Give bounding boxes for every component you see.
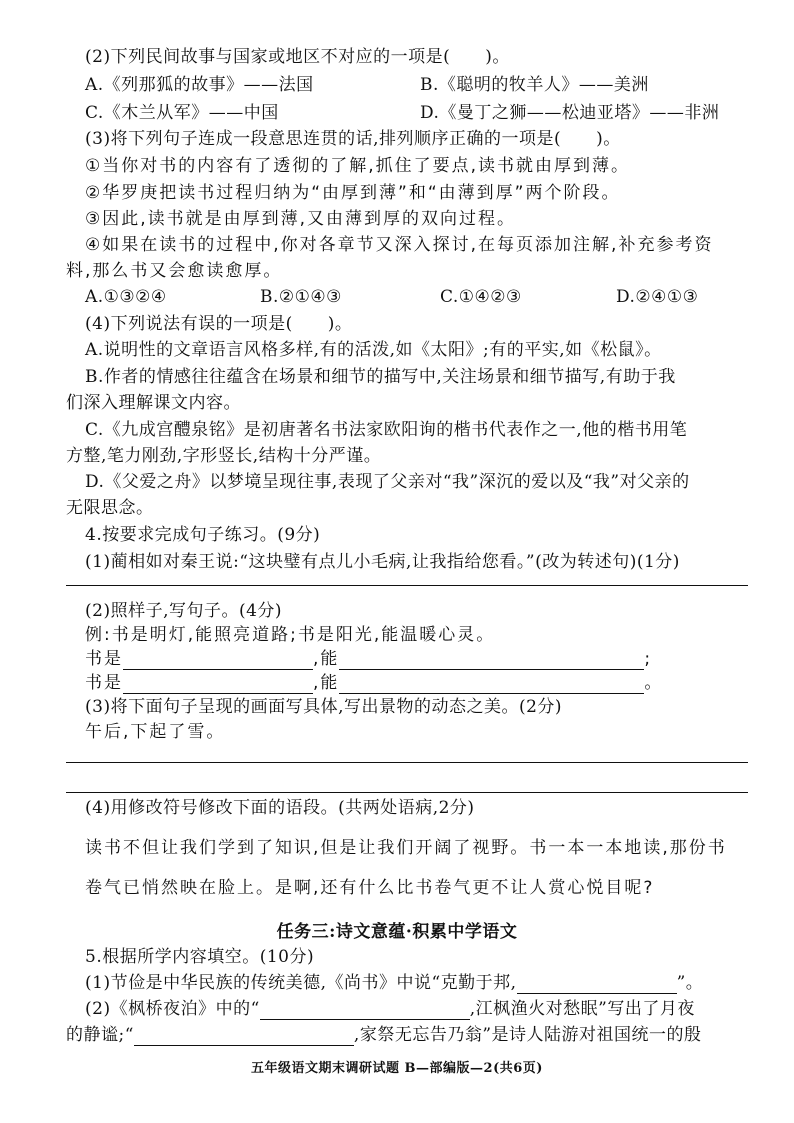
sec4-fill-row-1	[85, 648, 652, 670]
sec4-part4: (4)用修改符号修改下面的语段。(共两处语病,2分)	[85, 798, 475, 818]
q2-option-a: A.《列那狐的故事》——法国	[85, 75, 314, 95]
q4-option-d-line2: 无限思念。	[66, 498, 154, 518]
fill-blank[interactable]	[134, 1027, 354, 1046]
sec5-line1-text: (1)节俭是中华民族的传统美德,《尚书》中说“克勤于邦,	[85, 973, 517, 993]
section-5-title: 5.根据所学内容填空。(10分)	[85, 947, 315, 967]
q3-sentence-4b: 料,那么书又会愈读愈厚。	[66, 261, 283, 281]
row-end-punct: 。	[644, 673, 664, 693]
answer-line[interactable]	[66, 792, 748, 793]
task-3-heading: 任务三:诗文意蕴·积累中学语文	[276, 922, 518, 942]
q2-option-c: C.《木兰从军》——中国	[85, 103, 279, 123]
neng-label: ,能	[313, 673, 340, 693]
q3-option-c: C.①④②③	[440, 287, 522, 307]
section-4-title: 4.按要求完成句子练习。(9分)	[85, 525, 321, 545]
q3-option-b: B.②①④③	[260, 287, 342, 307]
q4-option-c-line2: 方整,笔力刚劲,字形竖长,结构十分严谨。	[66, 446, 382, 466]
sec4-part1: (1)蔺相如对秦王说:“这块璧有点儿小毛病,让我指给您看。”(改为转述句)(1分)	[85, 552, 680, 572]
fill-blank[interactable]	[517, 975, 677, 994]
sec5-line3-end: ,家祭无忘告乃翁”是诗人陆游对祖国统一的殷	[353, 1025, 702, 1045]
fill-blank[interactable]	[260, 1001, 470, 1020]
fill-blank[interactable]	[123, 675, 313, 694]
q2-option-d: D.《曼丁之狮——松迪亚塔》——非洲	[420, 103, 720, 123]
q4-option-c-line1: C.《九成宫醴泉铭》是初唐著名书法家欧阳询的楷书代表作之一,他的楷书用笔	[85, 420, 688, 440]
q4-option-b-line2: 们深入理解课文内容。	[66, 393, 241, 413]
sec4-part3: (3)将下面句子呈现的画面写具体,写出景物的动态之美。(2分)	[85, 697, 563, 717]
answer-line[interactable]	[66, 585, 748, 586]
q3-sentence-4a: ④如果在读书的过程中,你对各章节又深入探讨,在每页添加注解,补充参考资	[85, 235, 714, 255]
sec5-line-2	[85, 998, 695, 1020]
q4-stem: (4)下列说法有误的一项是( )。	[85, 314, 353, 334]
sec5-line1-end: ”。	[676, 973, 704, 993]
q3-option-a: A.①③②④	[85, 287, 167, 307]
fill-blank[interactable]	[123, 651, 313, 670]
neng-label: ,能	[313, 649, 340, 669]
sec4-fill-row-2	[85, 672, 663, 694]
sec4-paragraph-line1: 读书不但让我们学到了知识,但是让我们开阔了视野。书一本一本地读,那份书	[85, 838, 727, 858]
sec4-paragraph-line2: 卷气已悄然映在脸上。是啊,还有什么比书卷气更不让人赏心悦目呢?	[85, 878, 655, 898]
q2-stem: (2)下列民间故事与国家或地区不对应的一项是( )。	[85, 47, 510, 67]
q4-option-a: A.说明性的文章语言风格多样,有的活泼,如《太阳》;有的平实,如《松鼠》。	[85, 340, 662, 360]
q3-option-d: D.②④①③	[616, 287, 699, 307]
sec5-line-1	[85, 972, 703, 994]
sec4-part2: (2)照样子,写句子。(4分)	[85, 601, 283, 621]
q3-stem: (3)将下列句子连成一段意思连贯的话,排列顺序正确的一项是( )。	[85, 129, 621, 149]
shu-label: 书是	[85, 649, 123, 669]
sec5-line2-end: ,江枫渔火对愁眠”写出了月夜	[469, 999, 695, 1019]
q4-option-d-line1: D.《父爱之舟》以梦境呈现往事,表现了父亲对“我”深沉的爱以及“我”对父亲的	[85, 472, 690, 492]
q3-sentence-2: ②华罗庚把读书过程归纳为“由厚到薄”和“由薄到厚”两个阶段。	[85, 183, 621, 203]
answer-line[interactable]	[66, 762, 748, 763]
q3-sentence-1: ①当你对书的内容有了透彻的了解,抓住了要点,读书就由厚到薄。	[85, 156, 631, 176]
q2-option-b: B.《聪明的牧羊人》——美洲	[420, 75, 649, 95]
row-end-punct: ;	[644, 649, 653, 669]
fill-blank[interactable]	[339, 651, 644, 670]
sec5-line-3	[66, 1024, 702, 1046]
sec5-line3-text: 的静谧;“	[66, 1025, 134, 1045]
sec4-example: 例:书是明灯,能照亮道路;书是阳光,能温暖心灵。	[85, 625, 496, 645]
q4-option-b-line1: B.作者的情感往往蕴含在场景和细节的描写中,关注场景和细节描写,有助于我	[85, 367, 676, 387]
fill-blank[interactable]	[339, 675, 644, 694]
shu-label: 书是	[85, 673, 123, 693]
sec5-line2-text: (2)《枫桥夜泊》中的“	[85, 999, 260, 1019]
page-footer: 五年级语文期末调研试题 B—部编版—2(共6页)	[251, 1061, 543, 1076]
q3-sentence-3: ③因此,读书就是由厚到薄,又由薄到厚的双向过程。	[85, 209, 517, 229]
sec4-part3-text: 午后,下起了雪。	[85, 722, 226, 742]
